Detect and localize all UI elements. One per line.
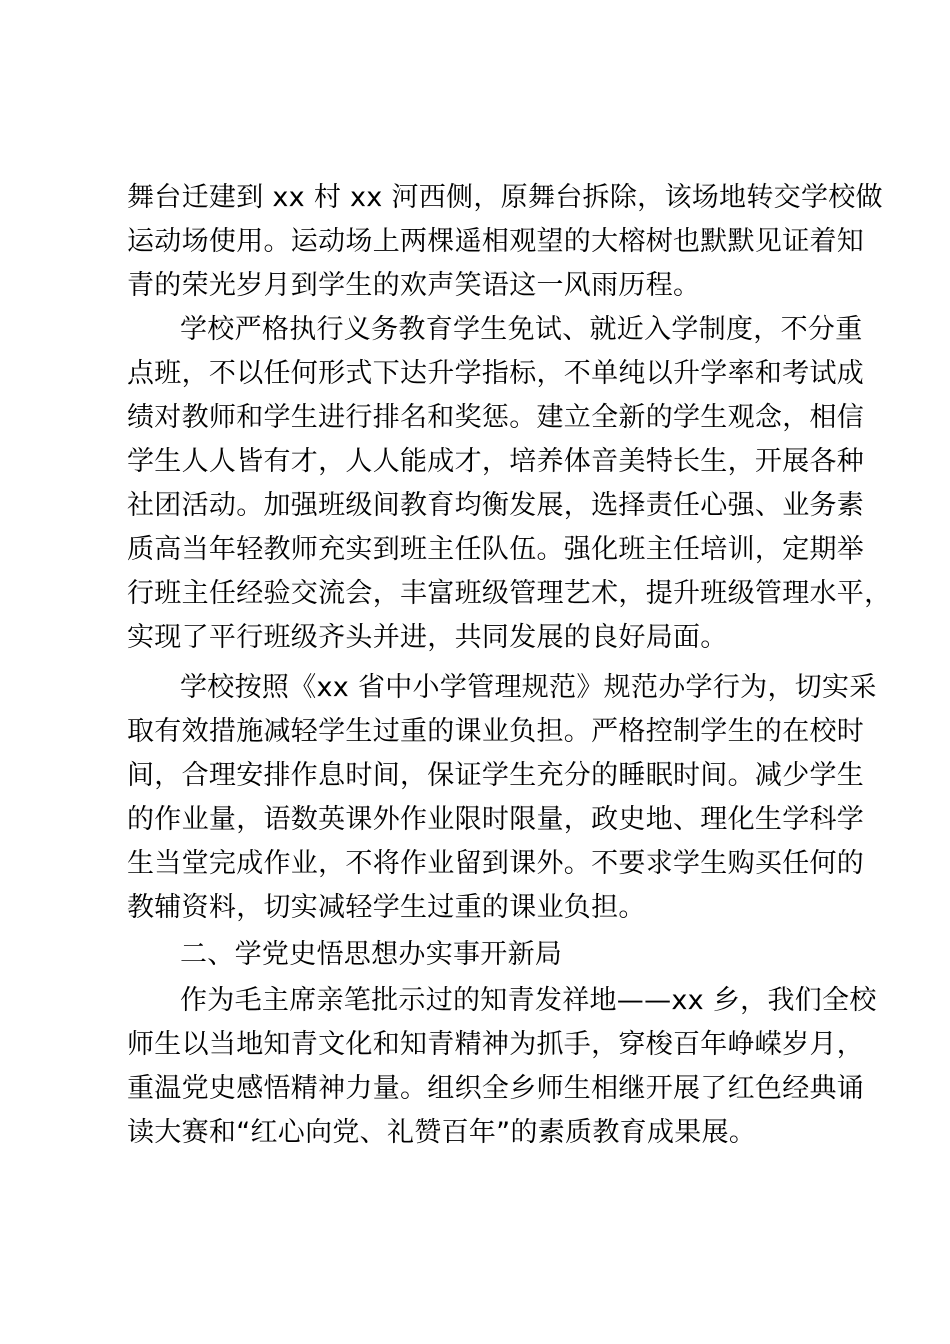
text-line: 师生以当地知青文化和知青精神为抓手，穿梭百年峥嵘岁月， [127,1029,865,1060]
text-line: 读大赛和“红心向党、礼赞百年”的素质教育成果展。 [127,1117,757,1148]
text-line: 学校严格执行义务教育学生免试、就近入学制度，不分重 [180,314,863,345]
text-line: 行班主任经验交流会，丰富班级管理艺术，提升班级管理水平， [127,578,892,609]
text-line: 学校按照《xx 省中小学管理规范》规范办学行为，切实采 [180,672,877,703]
text-line: 重温党史感悟精神力量。组织全乡师生相继开展了红色经典诵 [127,1073,865,1104]
text-line: 运动场使用。运动场上两棵遥相观望的大榕树也默默见证着知 [127,226,865,257]
text-line: 绩对教师和学生进行排名和奖惩。建立全新的学生观念，相信 [127,402,865,433]
text-line: 教辅资料，切实减轻学生过重的课业负担。 [127,892,646,923]
text-line: 生当堂完成作业，不将作业留到课外。不要求学生购买任何的 [127,848,865,879]
text-line: 质高当年轻教师充实到班主任队伍。强化班主任培训，定期举 [127,534,865,565]
text-line: 社团活动。加强班级间教育均衡发展，选择责任心强、业务素 [127,490,865,521]
text-line: 的作业量，语数英课外作业限时限量，政史地、理化生学科学 [127,804,865,835]
text-line: 点班，不以任何形式下达升学指标，不单纯以升学率和考试成 [127,358,865,389]
section-heading: 二、学党史悟思想办实事开新局 [180,939,563,970]
text-line: 舞台迁建到 xx 村 xx 河西侧，原舞台拆除，该场地转交学校做 [127,182,883,213]
text-line: 学生人人皆有才，人人能成才，培养体音美特长生，开展各种 [127,446,865,477]
text-line: 间，合理安排作息时间，保证学生充分的睡眠时间。减少学生 [127,760,865,791]
text-line: 取有效措施减轻学生过重的课业负担。严格控制学生的在校时 [127,716,865,747]
text-line: 作为毛主席亲笔批示过的知青发祥地——xx 乡，我们全校 [180,985,877,1016]
text-line: 青的荣光岁月到学生的欢声笑语这一风雨历程。 [127,270,701,301]
text-line: 实现了平行班级齐头并进，共同发展的良好局面。 [127,622,728,653]
